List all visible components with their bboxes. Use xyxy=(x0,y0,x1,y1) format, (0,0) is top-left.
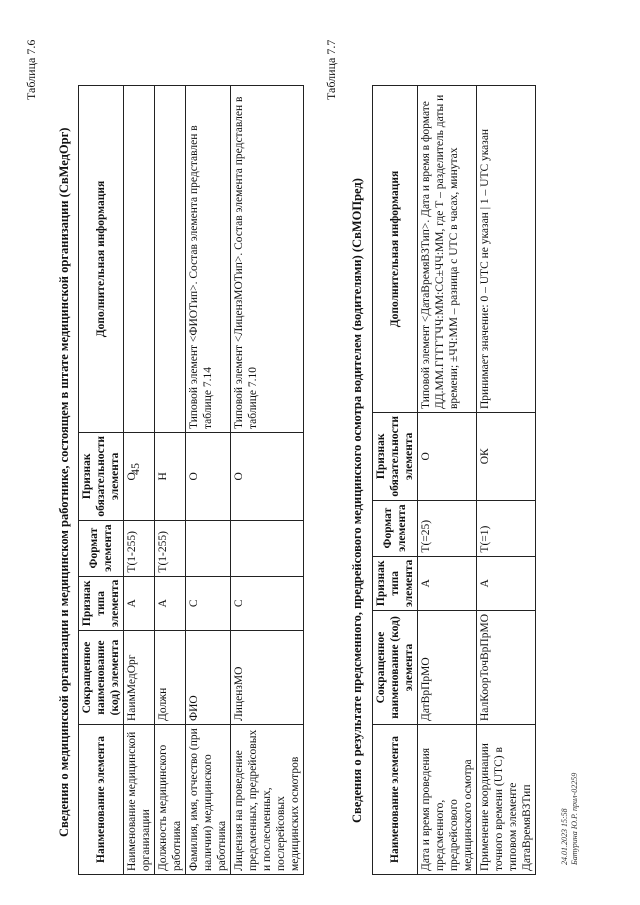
table-7-6-title: Сведения о медицинской организации и медицинском работнике, состоящем в штате медицинской организации (СвМедОрг) xyxy=(57,127,71,837)
cell-info: Типовой элемент <ДатаВремяВЗТип>. Дата и время в формате ДД.ММ.ГГГГТЧЧ:ММ:СС±ЧЧ:ММ, где Т – разделитель даты и времени; ±ЧЧ:ММ – разница с UTC в часах, минутах xyxy=(418,86,477,413)
cell-name: Наименование медицинской организации xyxy=(124,725,155,875)
cell-type: А xyxy=(155,576,186,630)
header-cell: Формат элемента xyxy=(373,500,418,556)
cell-info xyxy=(124,86,155,433)
cell-type: А xyxy=(418,556,477,610)
header-cell: Признак обязательности элемента xyxy=(79,433,124,521)
cell-type: С xyxy=(186,576,231,630)
cell-code: ФИО xyxy=(186,631,231,725)
header-cell: Признак типа элемента xyxy=(79,576,124,630)
cell-info: Принимает значение: 0 – UTC не указан | 1 – UTC указан xyxy=(477,86,536,413)
cell-required: ОК xyxy=(477,413,536,501)
header-cell: Дополнительная информация xyxy=(373,86,418,413)
table-7-6 xyxy=(78,85,304,875)
cell-name: Дата и время проведения предсменного, предрейсового медицинского осмотра xyxy=(418,725,477,875)
header-cell: Наименование элемента xyxy=(79,725,124,875)
cell-name: Применение координации точного времени (UTC) в типовом элементе ДатаВремяВЗТип xyxy=(477,725,536,875)
cell-format xyxy=(186,520,231,576)
table-row xyxy=(186,86,231,875)
table-7-7-caption: Таблица 7.7 xyxy=(324,39,338,100)
cell-name: Фамилия, имя, отчество (при наличии) медицинского работника xyxy=(186,725,231,875)
header-cell: Признак обязательности элемента xyxy=(373,413,418,501)
cell-code: Должн xyxy=(155,631,186,725)
table-header-row xyxy=(373,86,418,875)
table-row xyxy=(231,86,304,875)
header-cell: Наименование элемента xyxy=(373,725,418,875)
page-number: 45 xyxy=(128,463,142,475)
cell-code: НаимМедОрг xyxy=(124,631,155,725)
cell-type: С xyxy=(231,576,304,630)
cell-format: Т(=1) xyxy=(477,500,536,556)
table-row xyxy=(418,86,477,875)
cell-format: Т(1-255) xyxy=(124,520,155,576)
cell-name: Лицензия на проведение предсменных, предрейсовых и послесменных, послерейсовых медицинских осмотров xyxy=(231,725,304,875)
cell-info: Типовой элемент <ЛицензМОТип>. Состав элемента представлен в таблице 7.10 xyxy=(231,86,304,433)
cell-info: Типовой элемент <ФИОТип>. Состав элемента представлен в таблице 7.14 xyxy=(186,86,231,433)
cell-required: О xyxy=(231,433,304,521)
cell-info xyxy=(155,86,186,433)
cell-code: НалКоорТочВрПрМО xyxy=(477,611,536,725)
cell-required: О xyxy=(418,413,477,501)
cell-required: Н xyxy=(155,433,186,521)
stamp-date: 24.01.2023 15:58 xyxy=(560,808,569,865)
signature-stamp xyxy=(560,773,579,865)
header-cell: Сокращенное наименование (код) элемента xyxy=(373,611,418,725)
cell-type: А xyxy=(477,556,536,610)
cell-format: Т(1-255) xyxy=(155,520,186,576)
table-row xyxy=(477,86,536,875)
table-7-7-title: Сведения о результате предсменного, предрейсового медицинского осмотра водителем (водителями) (СвМОПред) xyxy=(350,178,364,823)
table-row xyxy=(124,86,155,875)
table-header-row xyxy=(79,86,124,875)
table-row xyxy=(155,86,186,875)
cell-format xyxy=(231,520,304,576)
stamp-signer: Батурина Ю.Р. прил-02259 xyxy=(569,772,579,865)
cell-required: О xyxy=(186,433,231,521)
table-7-7 xyxy=(372,85,536,875)
cell-required: О xyxy=(124,433,155,521)
cell-type: А xyxy=(124,576,155,630)
cell-code: ЛицензМО xyxy=(231,631,304,725)
header-cell: Дополнительная информация xyxy=(79,86,124,433)
table-7-6-caption: Таблица 7.6 xyxy=(24,39,38,100)
cell-code: ДатВрПрМО xyxy=(418,611,477,725)
cell-format: Т(=25) xyxy=(418,500,477,556)
header-cell: Формат элемента xyxy=(79,520,124,576)
cell-name: Должность медицинского работника xyxy=(155,725,186,875)
header-cell: Сокращенное наименование (код) элемента xyxy=(79,631,124,725)
header-cell: Признак типа элемента xyxy=(373,556,418,610)
